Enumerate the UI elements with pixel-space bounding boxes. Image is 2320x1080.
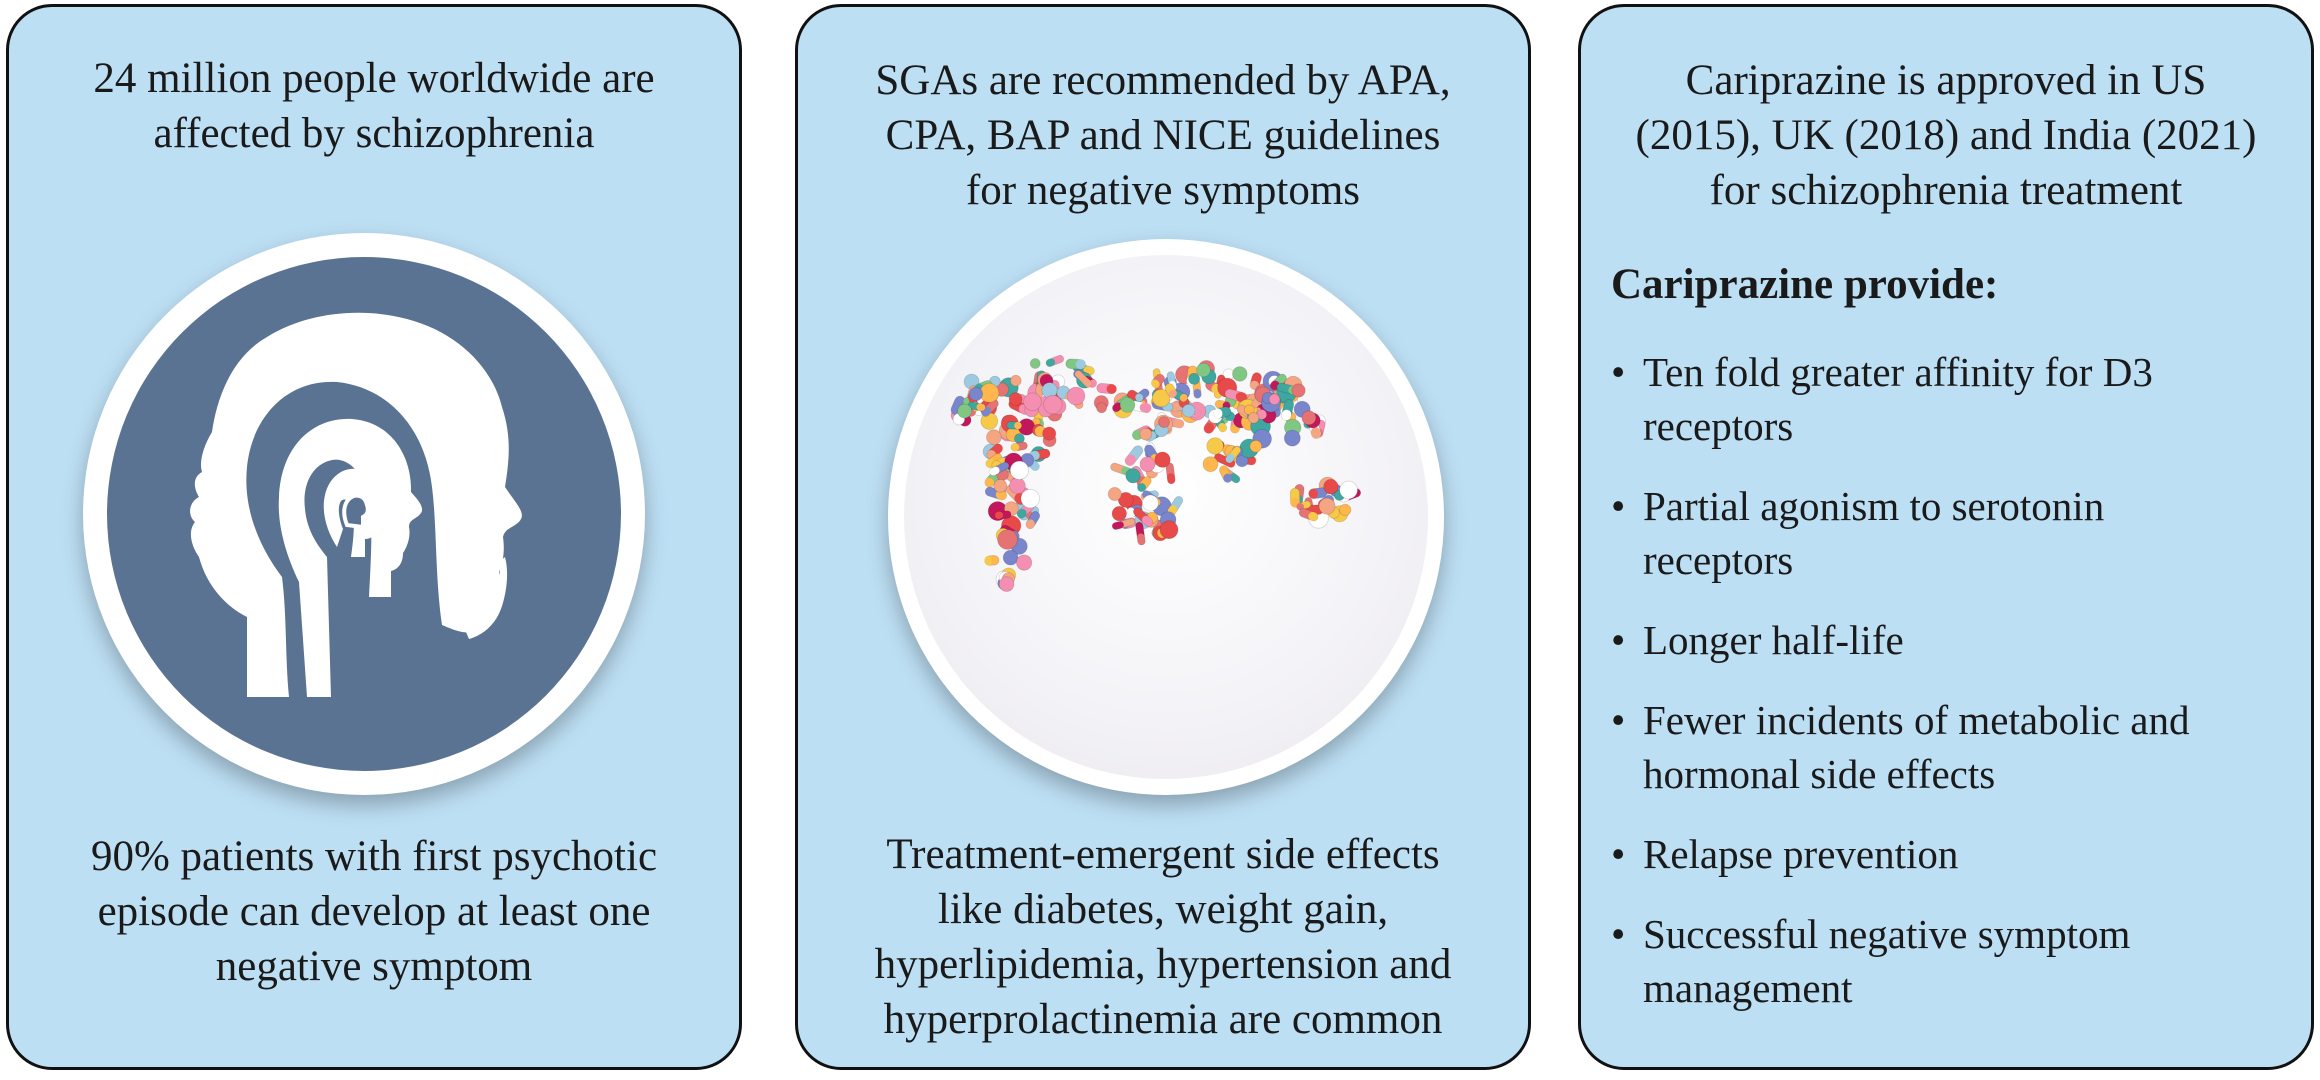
guidelines-text [818, 53, 1508, 218]
pill-tablet [1010, 478, 1026, 494]
benefits-list [1611, 345, 2291, 1041]
list-item-line-1: Fewer incidents of metabolic and [1643, 697, 2190, 743]
pill-tablet [1010, 375, 1021, 386]
list-item-line-2: management [1643, 965, 1853, 1011]
pill-tablet [1024, 393, 1042, 411]
pill-tablet [1324, 479, 1338, 493]
negative-symptom-line-2: episode can develop at least one [97, 888, 651, 935]
schizophrenia-prevalence-panel [6, 4, 742, 1070]
pill-tablet [1160, 521, 1178, 539]
pill-world-map-graphic [904, 255, 1428, 779]
pill-tablet [1009, 393, 1022, 406]
pill-tablet [1250, 440, 1262, 452]
list-item-line-1: Successful negative symptom [1643, 911, 2131, 957]
pill-tablet [1340, 504, 1351, 515]
pill-tablet [1203, 457, 1218, 472]
pill-tablet [1292, 384, 1305, 397]
cariprazine-panel [1578, 4, 2314, 1070]
list-item [1611, 345, 2291, 453]
guidelines-panel [795, 4, 1531, 1070]
pill-tablet [1189, 373, 1200, 384]
pill-tablet [1003, 550, 1018, 565]
approval-line-3: for schizophrenia treatment [1709, 167, 2183, 214]
pill-tablet [1108, 487, 1121, 500]
benefits-heading: Cariprazine provide: [1611, 261, 1999, 308]
negative-symptom-text [29, 829, 719, 994]
head-profiles-icon [107, 257, 621, 771]
list-item [1611, 907, 2291, 1015]
side-effects-line-2: like diabetes, weight gain, [937, 886, 1389, 933]
pill-tablet [1302, 411, 1316, 425]
bullet-icon: • [1611, 831, 1626, 877]
prevalence-text [29, 51, 719, 161]
list-item [1611, 693, 2291, 801]
pill-tablet [1233, 367, 1248, 382]
pill-tablet [1340, 481, 1358, 499]
pill-tablet [999, 577, 1014, 592]
pill-tablet [1140, 428, 1152, 440]
list-item-line-1: Longer half-life [1643, 617, 1904, 663]
pill-tablet [994, 479, 1007, 492]
bullet-icon: • [1611, 697, 1626, 743]
guidelines-line-3: for negative symptoms [965, 167, 1361, 214]
pill-tablet [1120, 398, 1135, 413]
approval-line-2: (2015), UK (2018) and India (2021) [1635, 112, 2257, 159]
list-item-line-1: Partial agonism to serotonin [1643, 483, 2105, 529]
pill-tablet [1248, 413, 1259, 424]
side-effects-line-4: hyperprolactinemia are common [883, 996, 1443, 1043]
pill-tablet [1126, 469, 1140, 483]
pill-tablet [1159, 417, 1170, 428]
list-item-line-2: receptors [1643, 403, 1794, 449]
list-item-line-2: receptors [1643, 537, 1794, 583]
list-item [1611, 613, 2291, 667]
list-item [1611, 479, 2291, 587]
pill-tablet [1142, 495, 1158, 511]
pill-tablet [1207, 438, 1224, 455]
pill-tablet [1155, 452, 1170, 467]
bullet-icon: • [1611, 911, 1626, 957]
pill-tablet [1197, 363, 1211, 377]
head-profiles-graphic [107, 257, 621, 771]
prevalence-text-line-2: affected by schizophrenia [153, 110, 595, 157]
pill-map-image-frame [888, 239, 1444, 795]
guidelines-line-2: CPA, BAP and NICE guidelines [885, 112, 1441, 159]
approval-text [1601, 53, 2291, 218]
pill-tablet [998, 530, 1018, 550]
pill-capsule [1066, 359, 1086, 370]
pill-tablet [958, 404, 972, 418]
side-effects-line-1: Treatment-emergent side effects [886, 831, 1440, 878]
pill-capsule [1010, 441, 1028, 451]
pill-tablet [1319, 498, 1335, 514]
pill-tablet [1030, 359, 1040, 369]
pill-tablet [1269, 394, 1280, 405]
pill-capsule [1007, 421, 1022, 429]
pill-tablet [969, 387, 982, 400]
pill-capsule [1045, 354, 1065, 367]
pill-tablet [1016, 555, 1031, 570]
pill-tablet [1097, 403, 1107, 413]
pill-tablet [1284, 430, 1300, 446]
pill-tablet [1010, 461, 1028, 479]
list-item-line-1: Ten fold greater affinity for D3 [1643, 349, 2153, 395]
list-item-line-1: Relapse prevention [1643, 831, 1959, 877]
pill-tablet [1043, 427, 1056, 440]
side-effects-text [818, 827, 1508, 1047]
pill-tablet [1112, 506, 1126, 520]
pill-tablet [1044, 395, 1063, 414]
pill-tablet [1182, 404, 1195, 417]
pill-tablet [1067, 387, 1085, 405]
pill-tablet [987, 430, 1002, 445]
list-item [1611, 827, 2291, 881]
prevalence-text-line-1: 24 million people worldwide are [93, 55, 655, 102]
bullet-icon: • [1611, 483, 1626, 529]
guidelines-line-1: SGAs are recommended by APA, [875, 57, 1451, 104]
approval-line-1: Cariprazine is approved in US [1685, 57, 2207, 104]
negative-symptom-line-3: negative symptom [215, 943, 533, 990]
bullet-icon: • [1611, 349, 1626, 395]
pill-world-map-icon [904, 255, 1428, 779]
pill-tablet [1021, 489, 1040, 508]
pill-tablet [1140, 457, 1155, 472]
pill-capsule [995, 511, 1012, 520]
negative-symptom-line-1: 90% patients with first psychotic [90, 833, 658, 880]
bullet-icon: • [1611, 617, 1626, 663]
pill-capsule [984, 555, 999, 566]
pill-capsule [1096, 383, 1117, 394]
head-image-frame [83, 233, 645, 795]
list-item-line-2: hormonal side effects [1643, 751, 1996, 797]
side-effects-line-3: hyperlipidemia, hypertension and [874, 941, 1452, 988]
